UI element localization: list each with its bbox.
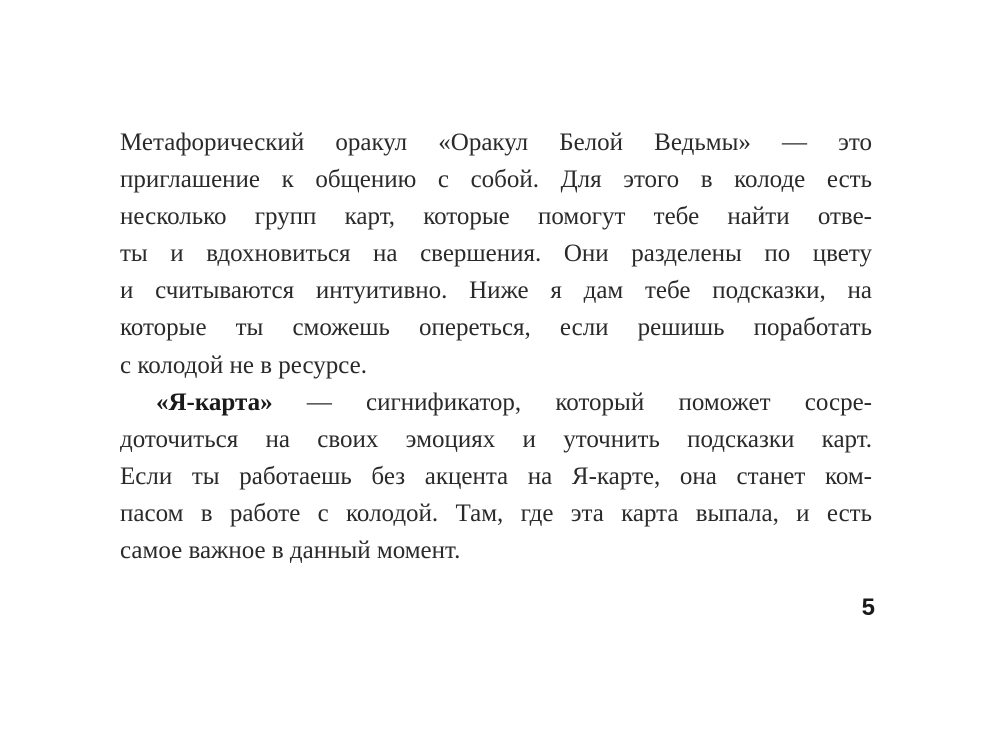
text-line: Метафорический оракул «Оракул Белой Ведьмы» — это [120,129,872,156]
text-line: с колодой не в ресурсе. [120,351,368,379]
text-line: доточиться на своих эмоциях и уточнить подсказки карт. [120,425,872,453]
term-self-card: «Я-карта» [156,388,273,416]
paragraph-intro [120,124,872,384]
text-line: приглашение к общению с собой. Для этого в колоде есть [120,166,872,194]
text-line: Если ты работаешь без акцента на Я-карте, она станет ком- [120,462,872,490]
text-line: и считываются интуитивно. Ниже я дам тебе подсказки, на [120,277,872,305]
text-line: которые ты сможешь опереться, если решишь поработать [120,314,872,342]
page-number: 5 [861,594,875,621]
term-definition: — сигнификатор, который поможет сосре- [272,388,872,416]
text-line: пасом в работе с колодой. Там, где эта карта выпала, и есть [120,499,872,527]
body-text [120,124,872,569]
text-line: ты и вдохновиться на свершения. Они разделены по цвету [120,240,872,268]
text-line [120,384,872,421]
text-line: самое важное в данный момент. [120,537,461,565]
text-line: несколько групп карт, которые помогут тебе найти отве- [120,203,872,231]
paragraph-self-card [120,384,872,569]
